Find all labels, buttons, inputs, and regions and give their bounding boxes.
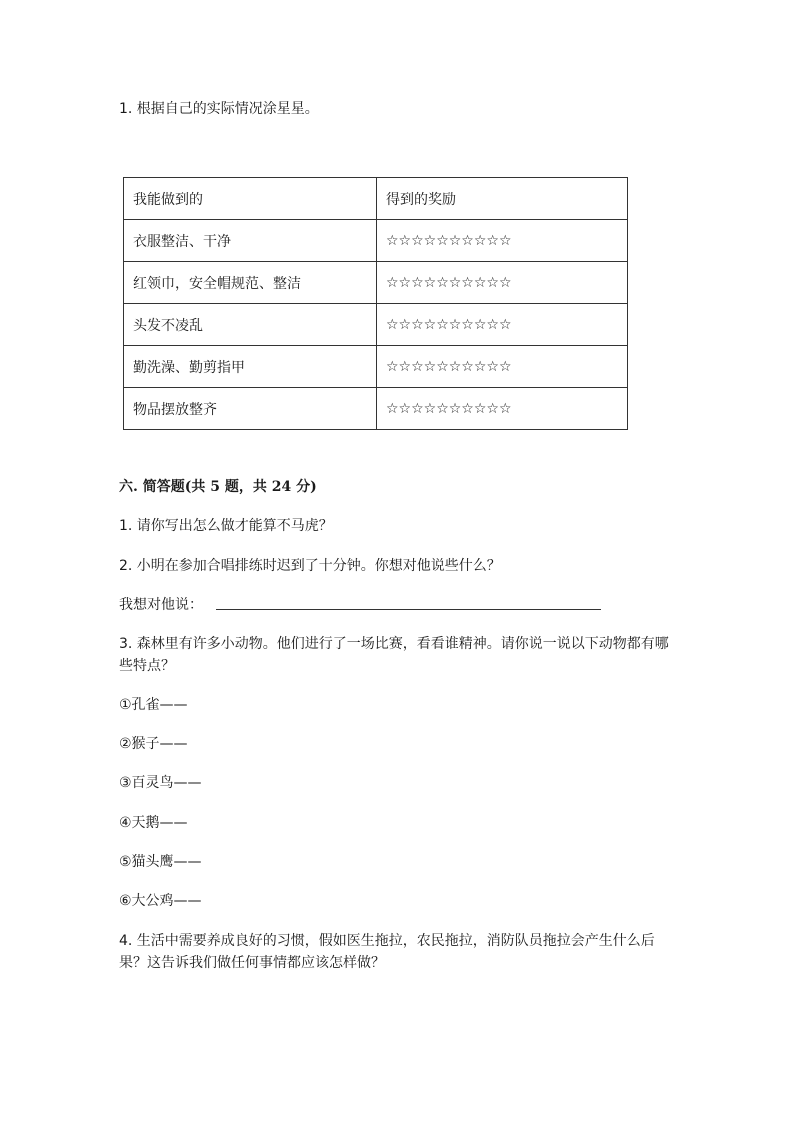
row-item: 衣服整洁、干净 [124,220,377,262]
row-item: 头发不凌乱 [124,304,377,346]
animal-item: ④天鹅—— [119,815,188,831]
table-row [124,220,628,262]
section-title: 六. 简答题(共 5 题，共 24 分) [119,479,317,495]
animal-item: ②猴子—— [119,736,188,752]
answer-line[interactable] [216,609,601,610]
star-rating[interactable]: ☆☆☆☆☆☆☆☆☆☆ [377,388,628,430]
question-stars-heading: 1. 根据自己的实际情况涂星星。 [119,101,319,117]
table-header-row [124,178,628,220]
table-row [124,346,628,388]
row-item: 物品摆放整齐 [124,388,377,430]
star-rating[interactable]: ☆☆☆☆☆☆☆☆☆☆ [377,262,628,304]
question-2: 2. 小明在参加合唱排练时迟到了十分钟。你想对他说些什么？ [119,558,501,574]
question-3: 3. 森林里有许多小动物。他们进行了一场比赛，看看谁精神。请你说一说以下动物都有哪些特点？ [119,636,669,674]
animal-item: ①孔雀—— [119,697,188,713]
table-row [124,304,628,346]
header-cell-ability: 我能做到的 [124,178,377,220]
question-4: 4. 生活中需要养成良好的习惯，假如医生拖拉，农民拖拉，消防队员拖拉会产生什么后果？这告诉我们做任何事情都应该怎样做？ [119,933,655,971]
star-rating[interactable]: ☆☆☆☆☆☆☆☆☆☆ [377,220,628,262]
row-item: 勤洗澡、勤剪指甲 [124,346,377,388]
star-rating[interactable]: ☆☆☆☆☆☆☆☆☆☆ [377,346,628,388]
question-1: 1. 请你写出怎么做才能算不马虎？ [119,518,333,534]
table-row [124,388,628,430]
star-rating[interactable]: ☆☆☆☆☆☆☆☆☆☆ [377,304,628,346]
animal-item: ③百灵鸟—— [119,775,202,791]
row-item: 红领巾，安全帽规范、整洁 [124,262,377,304]
header-cell-reward: 得到的奖励 [377,178,628,220]
animal-item: ⑥大公鸡—— [119,893,202,909]
table-row [124,262,628,304]
rewards-table [123,177,628,430]
animal-item: ⑤猫头鹰—— [119,854,202,870]
answer-label: 我想对他说： [119,597,203,613]
